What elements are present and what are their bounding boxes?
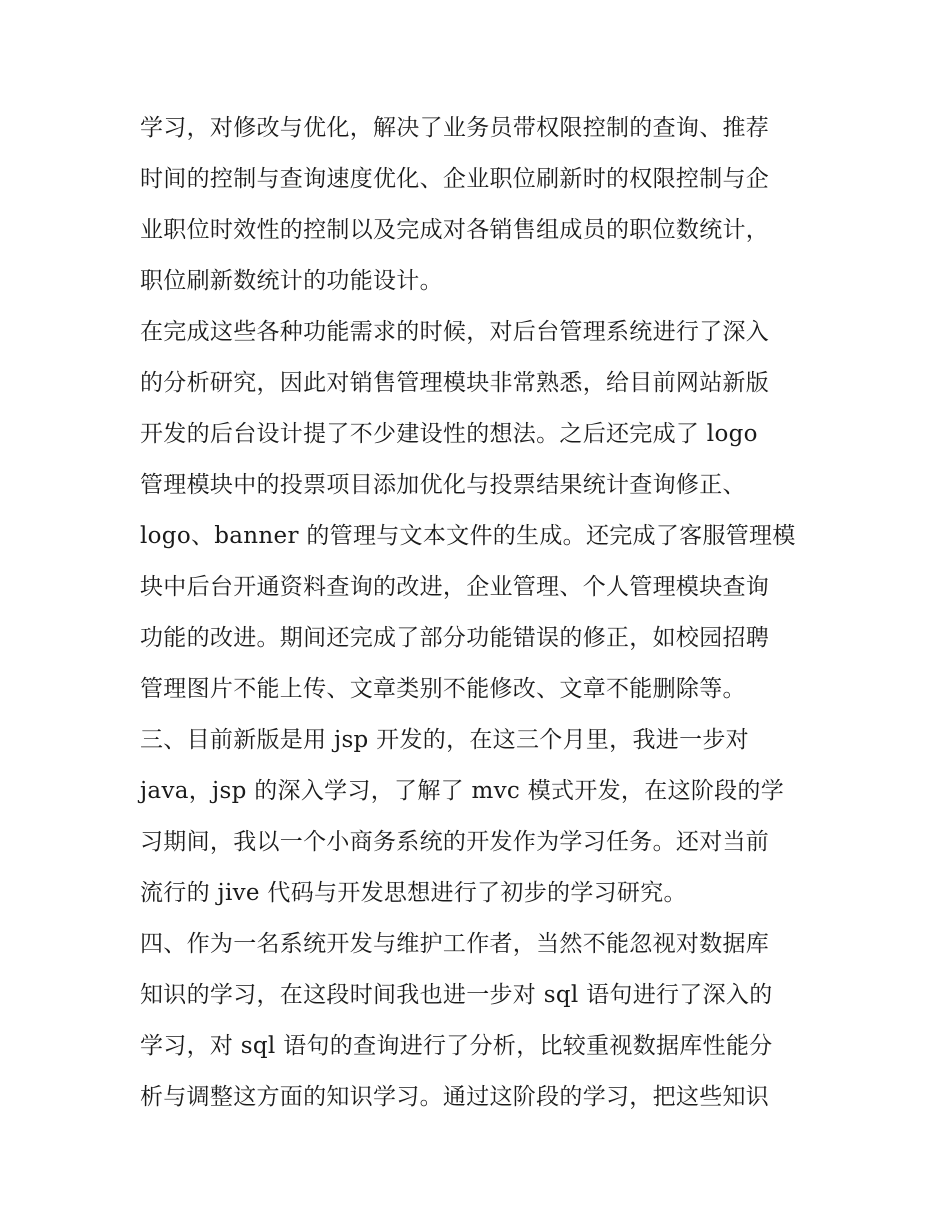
text-line: 流行的 jive 代码与开发思想进行了初步的学习研究。: [140, 880, 687, 906]
text-line: 块中后台开通资料查询的改进，企业管理、个人管理模块查询: [140, 574, 770, 600]
text-line: 析与调整这方面的知识学习。通过这阶段的学习，把这些知识: [140, 1084, 770, 1110]
document-body: [140, 103, 820, 1123]
text-line: 时间的控制与查询速度优化、企业职位刷新时的权限控制与企: [140, 166, 770, 192]
text-line: 开发的后台设计提了不少建设性的想法。之后还完成了 logo: [140, 421, 758, 447]
text-line: 管理模块中的投票项目添加优化与投票结果统计查询修正、: [140, 472, 746, 498]
text-line: 业职位时效性的控制以及完成对各销售组成员的职位数统计，: [140, 217, 770, 243]
text-line: 管理图片不能上传、文章类别不能修改、文章不能删除等。: [140, 676, 746, 702]
text-line: 学习，对修改与优化，解决了业务员带权限控制的查询、推荐: [140, 115, 770, 141]
text-line: logo、banner 的管理与文本文件的生成。还完成了客服管理模: [140, 523, 796, 549]
text-line: 知识的学习，在这段时间我也进一步对 sql 语句进行了深入的: [140, 982, 773, 1008]
text-line: 功能的改进。期间还完成了部分功能错误的修正，如校园招聘: [140, 625, 770, 651]
text-line: 四、作为一名系统开发与维护工作者，当然不能忽视对数据库: [140, 931, 770, 957]
text-line: 习期间，我以一个小商务系统的开发作为学习任务。还对当前: [140, 829, 770, 855]
text-line: 三、目前新版是用 jsp 开发的，在这三个月里，我进一步对: [140, 727, 749, 753]
text-line: 的分析研究，因此对销售管理模块非常熟悉，给目前网站新版: [140, 370, 770, 396]
text-line: 在完成这些各种功能需求的时候，对后台管理系统进行了深入: [140, 319, 770, 345]
text-line: 职位刷新数统计的功能设计。: [140, 268, 443, 294]
text-line: 学习，对 sql 语句的查询进行了分析，比较重视数据库性能分: [140, 1033, 773, 1059]
text-line: java，jsp 的深入学习，了解了 mvc 模式开发，在这阶段的学: [140, 778, 785, 804]
